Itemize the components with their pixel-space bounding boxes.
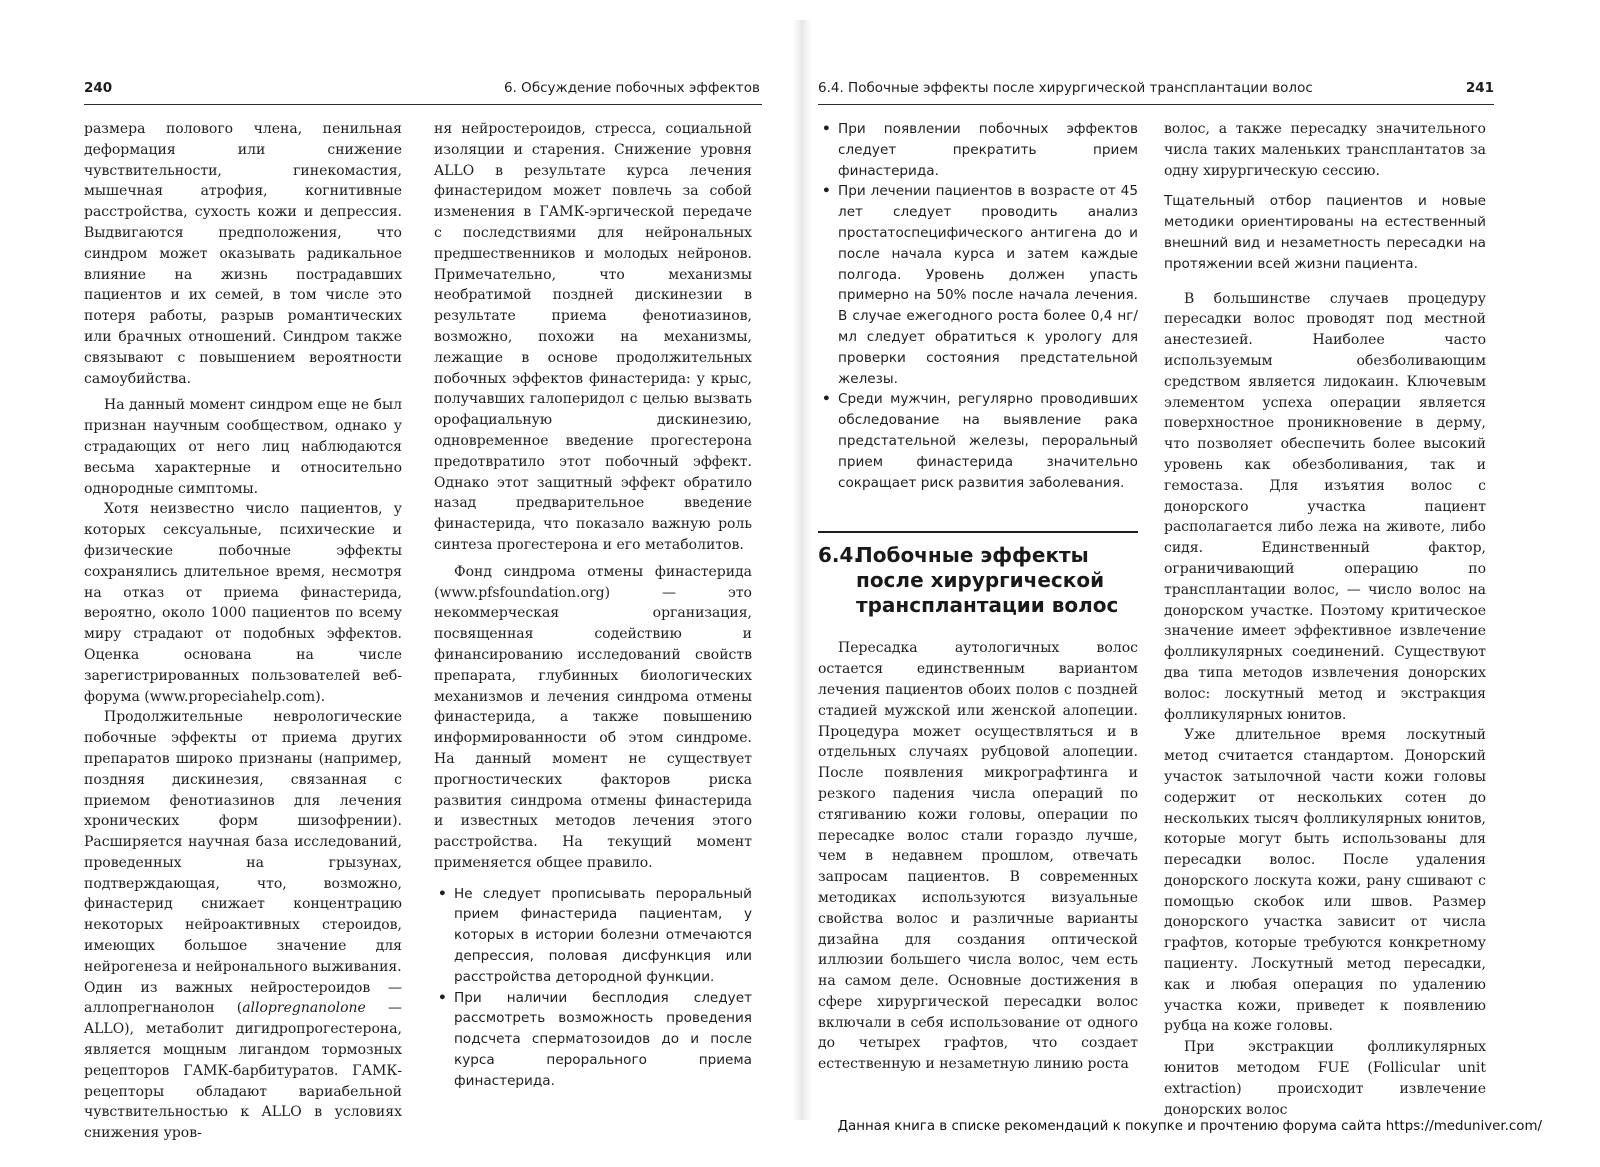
- list-item: • Среди мужчин, регулярно проводивших обследование на выявление рака предстательной железы, пероральный прием финастерида значительно сокращает риск развития заболевания.: [818, 389, 1138, 493]
- paragraph: Продолжительные неврологические побочные эффекты от приема других препаратов широко признаны (например, поздняя дискинезия, связанная с приемом фенотиазинов для лечения хронических форм шизофрении). Расширяется научная база исследований, проведенных на грызунах, подтверждающая, что, возможно, финастерид снижает концентрацию некоторых нейроактивных стероидов, имеющих большое значение для нейрогенеза и нейронального выживания.: [84, 709, 402, 975]
- section-title-line: Побочные эффекты: [856, 543, 1089, 568]
- left-column-2: [434, 119, 752, 1089]
- paragraph: Пересадка аутологичных волос остается единственным вариантом лечения пациентов обоих полов с поздней стадией мужской или женской алопеции. Процедура может осуществляться и в отдельных случаях рубцовой алопеции. После появления микрографтинга и резкого падения числа операций по стягиванию кожи головы, операции по пересадке волос стали гораздо лучше, чем в недавнем прошлом, отвечать запросам пациентов. В современных методиках используются визуальные свойства волос и различные варианты дизайна для создания оптической иллюзии большего числа волос, чем есть на самом деле. Основные достижения в сфере хирургической пересадки волос включали в себя использование от одного до четырех графтов, что создает естественную и незаметную линию роста: [818, 640, 1138, 1073]
- left-column-1: [84, 119, 402, 1142]
- left-page: [0, 0, 792, 1167]
- paragraph: волос, а также пересадку значительного числа таких маленьких трансплантатов за одну хирургическую сессию.: [1164, 121, 1486, 179]
- list-item: • При появлении побочных эффектов следует прекратить прием финастерида.: [818, 119, 1138, 181]
- right-page-number: 241: [1465, 80, 1494, 96]
- paragraph: На данный момент синдром еще не был признан научным сообществом, однако у страдающих от него лиц наблюдаются весьма характерные и относительно однородные симптомы.: [84, 397, 402, 497]
- paragraph: размера полового члена, пенильная деформация или снижение чувствительности, гинекомастия, мышечная атрофия, когнитивные расстройства, сухость кожи и депрессия. Выдвигаются предположения, что синдром может оказывать радикальное влияние на жизнь пострадавших пациентов и их семей, в том числе это потеря работы, разрыв романтических или брачных отношений. Синдром также связывают с повышением вероятности самоубийства.: [84, 121, 402, 387]
- right-running-head-title: 6.4. Побочные эффекты после хирургической трансплантации волос: [818, 80, 1313, 96]
- paragraph: Фонд синдрома отмены финастерида (www.pfsfoundation.org) — это некоммерческая организация, посвященная содействию и финансированию исследований свойств препарата, глубинных биологических механизмов и лечения синдрома отмены финастерида, а также повышению информированности об этом синдроме. На данный момент не существует прогностических факторов риска развития синдрома отмены финастерида и известных методов лечения этого расстройства. На текущий момент применяется общее правило.: [434, 563, 752, 871]
- list-item: • При лечении пациентов в возрасте от 45 лет следует проводить анализ простатоспецифического антигена до и после начала курса и затем каждые полгода. Уровень должен упасть примерно на 50% после начала лечения. В случае ежегодного роста более 0,4 нг/мл следует обратиться к урологу для проверки состояния предстательной железы.: [818, 181, 1138, 389]
- section-title-line: после хирургической: [856, 568, 1105, 593]
- recommendation-list: [818, 119, 1138, 493]
- left-running-head-title: 6. Обсуждение побочных эффектов: [504, 80, 760, 96]
- latin-term: allopregnanolone: [242, 1000, 366, 1017]
- lead-paragraph: Тщательный отбор пациентов и новые методики ориентированы на естественный внешний вид и незаметность пересадки на протяжении всей жизни пациента.: [1164, 193, 1486, 272]
- recommendation-list: [434, 884, 752, 1092]
- book-gutter: [792, 20, 812, 1120]
- text-run: Один из важных нейростероидов — аллопрегнанолон (: [84, 979, 402, 1017]
- section-heading-line: [818, 543, 1138, 568]
- footer-note: Данная книга в списке рекомендаций к покупке и прочтению форума сайта https://meduniver.com/: [837, 1119, 1542, 1134]
- right-page: [812, 0, 1600, 1167]
- section-number: 6.4.: [818, 543, 862, 568]
- text-run: — ALLO), метаболит дигидропрогестерона, является мощным лигандом тормозных рецепторов ГАМК-барбитуратов. ГАМК-рецепторы обладают вариабельной чувствительностью к ALLO в условиях снижения уров-: [84, 1000, 402, 1142]
- list-item: • При наличии бесплодия следует рассмотреть возможность проведения подсчета сперматозоидов до и после курса перорального приема финастерида.: [434, 988, 752, 1092]
- paragraph: Хотя неизвестно число пациентов, у которых сексуальные, психические и физические побочные эффекты сохранялись длительное время, несмотря на отказ от приема финастерида, вероятно, около 1000 пациентов по всему миру страдают от подобных эффектов. Оценка основана на числе зарегистрированных пользователей веб-форума (www.propeciahelp.com).: [84, 501, 402, 705]
- paragraph: В большинстве случаев процедуру пересадки волос проводят под местной анестезией. Наиболее часто используемым обезболивающим средством является лидокаин. Ключевым элементом успеха операции является поверхностное проникновение в дерму, что позволяет обеспечить более высокий уровень как обезболивания, так и гемостаза. Для изъятия волос с донорского участка пациент располагается либо лежа на животе, либо сидя. Единственный фактор, ограничивающий операцию по трансплантации волос, — число волос на донорском участке. Поэтому критическое значение имеет эффективное извлечение фолликулярных соединений. Существуют два типа методов извлечения донорских волос: лоскутный метод и экстракция фолликулярных юнитов.: [1164, 290, 1486, 723]
- left-page-number: 240: [84, 80, 113, 96]
- section-heading: [818, 531, 1138, 618]
- right-column-2: [1164, 119, 1486, 1118]
- paragraph-allo: [84, 978, 402, 1144]
- paragraph: При экстракции фолликулярных юнитов методом FUE (Follicular unit extraction) происходит извлечение донорских волос: [1164, 1039, 1486, 1118]
- right-running-head: [818, 78, 1494, 105]
- paragraph: Уже длительное время лоскутный метод считается стандартом. Донорский участок затылочной части кожи головы содержит от нескольких сотен до нескольких тысяч фолликулярных юнитов, которые могут быть использованы для пересадки волос. После удаления донорского лоскута кожи, рану сшивают с помощью скобок или швов. Размер донорского участка зависит от числа графтов, которые требуются конкретному пациенту. Лоскутный метод пересадки, как и любая операция по удалению участка кожи, приведет к появлению рубца на коже головы.: [1164, 727, 1486, 1035]
- right-column-1: [818, 119, 1138, 1079]
- list-item: • Не следует прописывать пероральный прием финастерида пациентам, у которых в истории болезни отмечаются депрессия, половая дисфункция или расстройства детородной функции.: [434, 884, 752, 988]
- section-title-line: трансплантации волос: [856, 593, 1119, 618]
- left-running-head: [84, 78, 762, 105]
- paragraph: ня нейростероидов, стресса, социальной изоляции и старения. Снижение уровня ALLO в результате курса лечения финастеридом может повлечь за собой изменения в ГАМК-эргической передаче с последствиями для нейрональных предшественников и молодых нейронов. Примечательно, что механизмы необратимой поздней дискинезии в результате приема фенотиазинов, возможно, похожи на механизмы, лежащие в основе продолжительных побочных эффектов финастерида: у крыс, получавших галоперидол с целью вызвать орофациальную дискинезию, одновременное введение прогестерона предотвратило этот побочный эффект. Однако этот защитный эффект обратило назад предварительное введение финастерида, что показало важную роль синтеза прогестерона и его метаболитов.: [434, 121, 752, 553]
